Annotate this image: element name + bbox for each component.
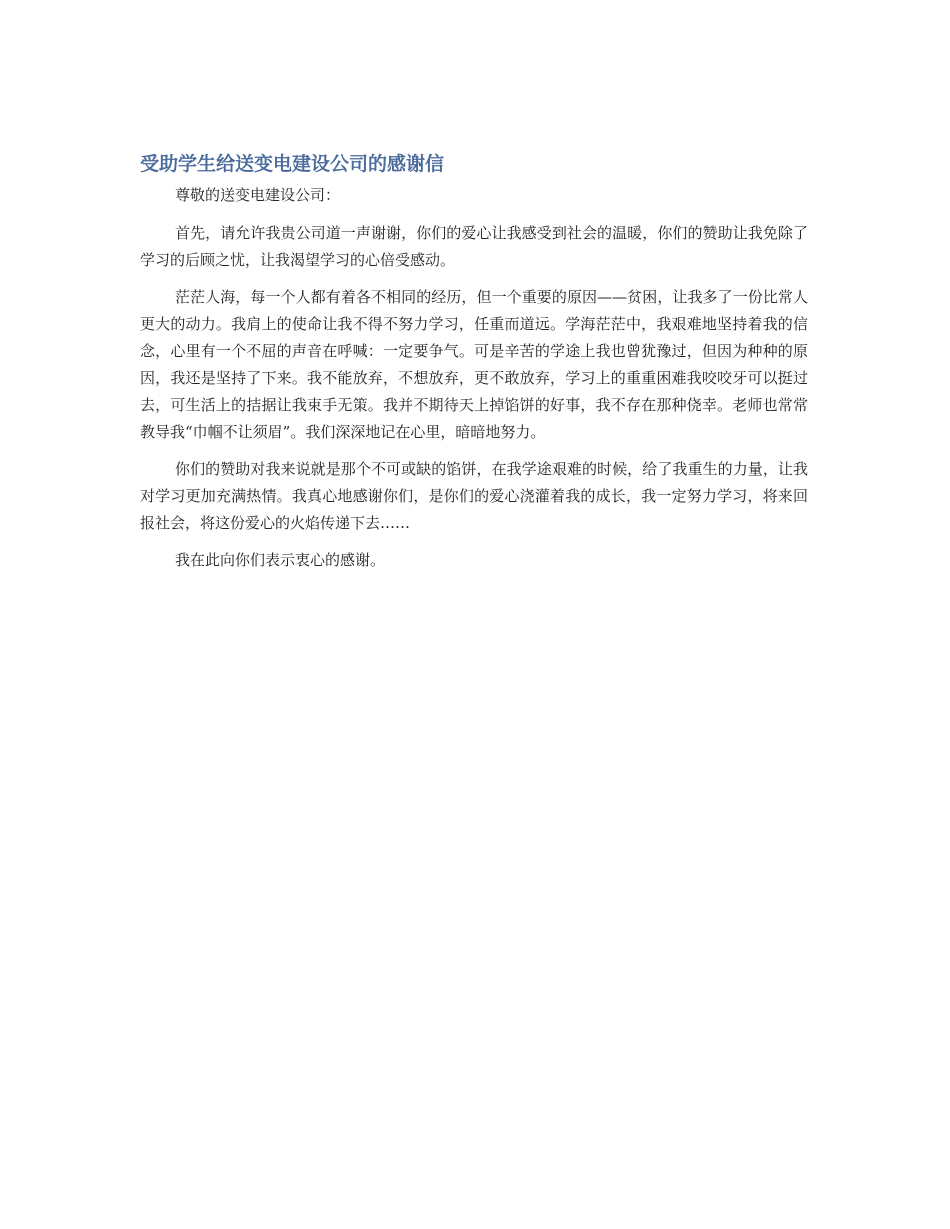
paragraph-3: 你们的赞助对我来说就是那个不可或缺的馅饼，在我学途艰难的时候，给了我重生的力量，让我对学习更加充满热情。我真心地感谢你们，是你们的爱心浇灌着我的成长，我一定努力学习，将来回报社会，将这份爱心的火焰传递下去……: [140, 460, 808, 532]
letter-body: [140, 148, 808, 574]
salutation: 尊敬的送变电建设公司：: [175, 186, 341, 204]
paragraph-2: 茫茫人海，每一个人都有着各不相同的经历，但一个重要的原因——贫困，让我多了一份比常人更大的动力。我肩上的使命让我不得不努力学习，任重而道远。学海茫茫中，我艰难地坚持着我的信念，心里有一个不屈的声音在呼喊：一定要争气。可是辛苦的学途上我也曾犹豫过，但因为种种的原因，我还是坚持了下来。我不能放弃，不想放弃，更不敢放弃，学习上的重重困难我咬咬牙可以挺过去，可生活上的拮据让我束手无策。我并不期待天上掉馅饼的好事，我不存在那种侥幸。老师也常常教导我“巾帼不让须眉”。我们深深地记在心里，暗暗地努力。: [140, 288, 808, 441]
document-title: 受助学生给送变电建设公司的感谢信: [140, 153, 445, 175]
closing-paragraph: 我在此向你们表示衷心的感谢。: [175, 551, 386, 569]
paragraph-1: 首先，请允许我贵公司道一声谢谢，你们的爱心让我感受到社会的温暖，你们的赞助让我免除了学习的后顾之忧，让我渴望学习的心倍受感动。: [140, 224, 808, 269]
